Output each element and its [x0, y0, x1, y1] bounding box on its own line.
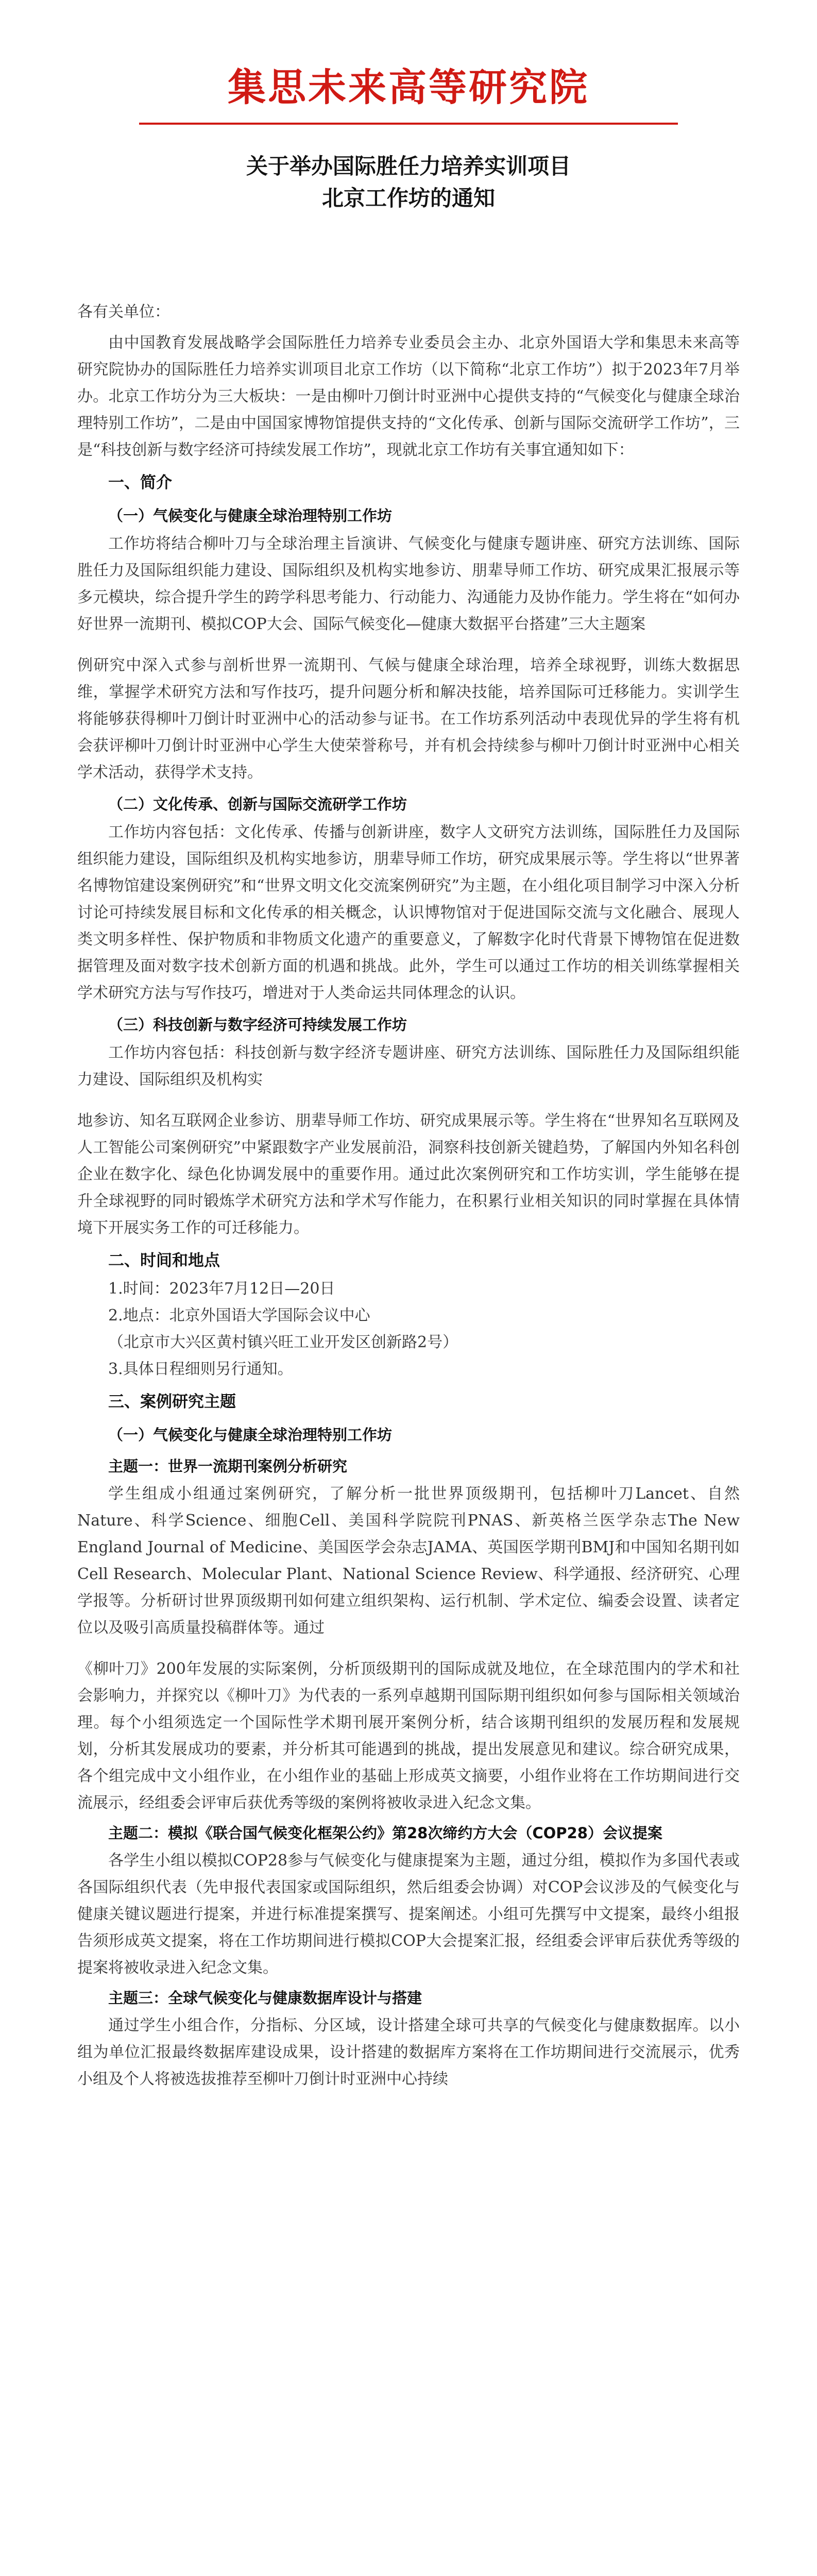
intro-paragraph: 由中国教育发展战略学会国际胜任力培养专业委员会主办、北京外国语大学和集思未来高等研究院协办的国际胜任力培养实训项目北京工作坊（以下简称“北京工作坊”）拟于2023年7月举办。北京工作坊分为三大板块：一是由柳叶刀倒计时亚洲中心提供支持的“气候变化与健康全球治理特别工作坊”，二是由中国国家博物馆提供支持的“文化传承、创新与国际交流研学工作坊”，三是“科技创新与数字经济可持续发展工作坊”，现就北京工作坊有关事宜通知如下：: [77, 334, 740, 459]
topic-1-heading: 主题一：世界一流期刊案例分析研究: [108, 1458, 348, 1475]
tech-workshop-paragraph-2: 地参访、知名互联网企业参访、朋辈导师工作坊、研究成果展示等。学生将在“世界知名互联网及人工智能公司案例研究”中紧跟数字产业发展前沿，洞察科技创新关键趋势，了解国内外知名科创企业在数字化、绿色化协调发展中的重要作用。通过此次案例研究和工作坊实训，学生能够在提升全球视野的同时锻炼学术研究方法和学术写作能力，在积累行业相关知识的同时掌握在具体情境下开展实务工作的可迁移能力。: [77, 1112, 740, 1237]
subsection-heading-culture-workshop: （二）文化传承、创新与国际交流研学工作坊: [108, 795, 407, 813]
event-place: 2.地点：北京外国语大学国际会议中心: [108, 1307, 370, 1325]
title-line-2: 北京工作坊的通知: [321, 185, 495, 211]
section-heading-time-place: 二、时间和地点: [108, 1251, 220, 1270]
greeting: 各有关单位：: [77, 303, 170, 321]
topic-2-paragraph: 各学生小组以模拟COP28参与气候变化与健康提案为主题，通过分组，模拟作为多国代表或各国际组织代表（先申报代表国家或国际组织，然后组委会协调）对COP会议涉及的气候变化与健康关键议题进行提案，并进行标准提案撰写、提案阐述。小组可先撰写中文提案，最终小组报告须形成英文提案，将在工作坊期间进行模拟COP大会提案汇报，经组委会评审后获优秀等级的提案将被收录进入纪念文集。: [77, 1852, 740, 1977]
topic-1-paragraph-1: 学生组成小组通过案例研究，了解分析一批世界顶级期刊，包括柳叶刀Lancet、自然Nature、科学Science、细胞Cell、美国科学院院刊PNAS、新英格兰医学杂志The New England Journal of Medicine、美国医学会杂志JAMA、英国医学期刊BMJ和中国知名期刊如Cell Research、Molecular Plant、National Science Review、科学通报、经济研究、心理学报等。分析研讨世界顶级期刊如何建立组织架构、运行机制、学术定位、编委会设置、读者定位以及吸引高质量投稿群体等。通过: [77, 1485, 740, 1637]
topic-1-paragraph-2: 《柳叶刀》200年发展的实际案例，分析顶级期刊的国际成就及地位，在全球范围内的学术和社会影响力，并探究以《柳叶刀》为代表的一系列卓越期刊国际期刊组织如何参与国际相关领域治理。每个小组须选定一个国际性学术期刊展开案例分析，结合该期刊组织的发展历程和发展规划，分析其发展成功的要素，并分析其可能遇到的挑战，提出发展意见和建议。综合研究成果，各个组完成中文小组作业，在小组作业的基础上形成英文摘要，小组作业将在工作坊期间进行交流展示，经组委会评审后获优秀等级的案例将被收录进入纪念文集。: [77, 1660, 740, 1812]
subsection-heading-climate-workshop: （一）气候变化与健康全球治理特别工作坊: [108, 507, 393, 524]
document-title: [62, 150, 755, 214]
culture-workshop-paragraph: 工作坊内容包括：文化传承、传播与创新讲座，数字人文研究方法训练，国际胜任力及国际组织能力建设，国际组织及机构实地参访，朋辈导师工作坊，研究成果展示等。学生将以“世界著名博物馆建设案例研究”和“世界文明文化交流案例研究”为主题，在小组化项目制学习中深入分析讨论可持续发展目标和文化传承的相关概念，认识博物馆对于促进国际交流与文化融合、展现人类文明多样性、保护物质和非物质文化遗产的重要意义，了解数字化时代背景下博物馆在促进数据管理及面对数字技术创新方面的机遇和挑战。此外，学生可以通过工作坊的相关训练掌握相关学术研究方法与写作技巧，增进对于人类命运共同体理念的认识。: [77, 823, 740, 1002]
org-name: 集思未来高等研究院: [228, 65, 589, 110]
title-line-1: 关于举办国际胜任力培养实训项目: [246, 154, 571, 179]
red-divider: [139, 123, 678, 125]
subsection-heading-climate-topics: （一）气候变化与健康全球治理特别工作坊: [108, 1426, 393, 1444]
topic-3-paragraph: 通过学生小组合作，分指标、分区域，设计搭建全球可共享的气候变化与健康数据库。以小组为单位汇报最终数据库建设成果，设计搭建的数据库方案将在工作坊期间进行交流展示，优秀小组及个人将被选拔推荐至柳叶刀倒计时亚洲中心持续: [77, 2016, 740, 2088]
section-heading-case-topics: 三、案例研究主题: [108, 1393, 236, 1411]
event-address: （北京市大兴区黄村镇兴旺工业开发区创新路2号）: [108, 1333, 458, 1351]
climate-workshop-paragraph-2: 例研究中深入式参与剖析世界一流期刊、气候与健康全球治理，培养全球视野，训练大数据思维，掌握学术研究方法和写作技巧，提升问题分析和解决技能，培养国际可迁移能力。实训学生将能够获得柳叶刀倒计时亚洲中心的活动参与证书。在工作坊系列活动中表现优异的学生将有机会获评柳叶刀倒计时亚洲中心学生大使荣誉称号，并有机会持续参与柳叶刀倒计时亚洲中心相关学术活动，获得学术支持。: [77, 656, 740, 782]
event-schedule-note: 3.具体日程细则另行通知。: [108, 1360, 293, 1378]
time-place-list: [77, 1276, 740, 1383]
event-time: 1.时间：2023年7月12日—20日: [108, 1280, 335, 1298]
document-body: [77, 299, 740, 2093]
topic-2-heading: 主题二：模拟《联合国气候变化框架公约》第28次缔约方大会（COP28）会议提案: [108, 1824, 662, 1842]
climate-workshop-paragraph-1: 工作坊将结合柳叶刀与全球治理主旨演讲、气候变化与健康专题讲座、研究方法训练、国际胜任力及国际组织能力建设、国际组织及机构实地参访、朋辈导师工作坊、研究成果汇报展示等多元模块，综合提升学生的跨学科思考能力、行动能力、沟通能力及协作能力。学生将在“如何办好世界一流期刊、模拟COP大会、国际气候变化—健康大数据平台搭建”三大主题案: [77, 535, 740, 633]
subsection-heading-tech-workshop: （三）科技创新与数字经济可持续发展工作坊: [108, 1016, 407, 1033]
tech-workshop-paragraph-1: 工作坊内容包括：科技创新与数字经济专题讲座、研究方法训练、国际胜任力及国际组织能力建设、国际组织及机构实: [77, 1044, 740, 1089]
topic-3-heading: 主题三：全球气候变化与健康数据库设计与搭建: [108, 1989, 422, 2007]
section-heading-intro: 一、简介: [108, 473, 172, 492]
letterhead: [62, 62, 755, 214]
